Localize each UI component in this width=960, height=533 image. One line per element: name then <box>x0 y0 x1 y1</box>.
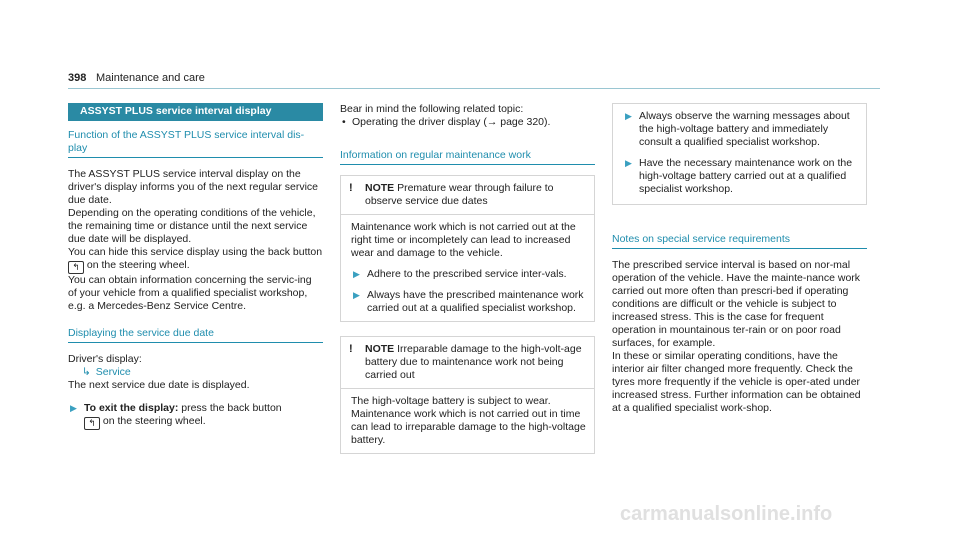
note-title: Irreparable damage to the high-volt-age battery due to maintenance work not being carried out <box>365 343 582 381</box>
back-arrow-icon: ↰ <box>84 417 100 430</box>
page-number: 398 <box>68 72 87 84</box>
exclamation-icon: ! <box>349 182 353 194</box>
page-section-title: Maintenance and care <box>96 72 205 84</box>
notes-heading: Notes on special service requirements <box>612 233 867 249</box>
back-arrow-icon: ↰ <box>68 261 84 274</box>
info-heading: Information on regular maintenance work <box>340 149 595 165</box>
text: You can hide this service display using the back button <box>68 246 323 258</box>
continued-box <box>612 103 867 205</box>
displaying-heading: Displaying the service due date <box>68 327 323 343</box>
instruction-step <box>351 289 588 315</box>
paragraph <box>68 246 323 274</box>
note-label: NOTE <box>365 343 395 355</box>
triangle-right-icon: ▶ <box>625 158 632 168</box>
exclamation-icon: ! <box>349 343 353 355</box>
paragraph: You can obtain information concerning the servic-ing of your vehicle from a qualified specialist workshop, e.g. a Mercedes-Benz Service Centre. <box>68 274 312 312</box>
note-label: NOTE <box>365 182 395 194</box>
text: on the steering wheel. <box>86 259 190 271</box>
nav-arrow-icon: ↳ <box>82 366 91 378</box>
column-3 <box>612 103 867 415</box>
nav-path <box>68 366 323 379</box>
column-2 <box>340 103 595 454</box>
bullet-icon: • <box>342 116 346 128</box>
triangle-right-icon: ▶ <box>70 403 77 413</box>
text: Have the necessary maintenance work on the high-voltage battery carried out at a qualified specialist workshop. <box>639 157 853 195</box>
instruction-step <box>68 402 323 430</box>
header-divider <box>68 88 880 89</box>
note-box-1 <box>340 175 595 322</box>
triangle-right-icon: ▶ <box>353 290 360 300</box>
text: on the steering wheel. <box>102 415 206 427</box>
paragraph: The high-voltage battery is subject to wear. Maintenance work which is not carried out in time can lead to irreparable damage to the high-voltage battery. <box>351 395 586 446</box>
section-banner: ASSYST PLUS service interval display <box>68 103 323 121</box>
paragraph: Depending on the operating conditions of the vehicle, the remaining time or distance until the next service due date will be displayed. <box>68 207 316 245</box>
function-heading: Function of the ASSYST PLUS service interval dis-play <box>68 129 323 158</box>
drivers-display-label: Driver's display: <box>68 353 142 365</box>
paragraph: The ASSYST PLUS service interval display on the driver's display informs you of the next regular service due date. <box>68 168 319 206</box>
note-body <box>341 389 594 453</box>
note-title: Premature wear through failure to observe service due dates <box>365 182 554 207</box>
text: Operating the driver display (→ page 320). <box>352 116 551 128</box>
nav-service-link: Service <box>95 366 131 378</box>
instruction-step <box>351 268 588 281</box>
triangle-right-icon: ▶ <box>625 111 632 121</box>
note-header <box>341 176 594 215</box>
note-header <box>341 337 594 389</box>
instruction-step <box>623 157 858 196</box>
paragraph: The next service due date is displayed. <box>68 379 250 391</box>
text: Always observe the warning messages about the high-voltage battery and immediately consult a qualified specialist workshop. <box>639 110 850 148</box>
paragraph: Maintenance work which is not carried out at the right time or incompletely can lead to increased wear and damage to the vehicle. <box>351 221 576 259</box>
paragraph: The prescribed service interval is based on nor-mal operation of the vehicle. Have the mainte-nance work carried out more often than prescri-bed if operating conditions are difficult or the vehicle is subject to increased stress. This is the case for frequent operation in mountainous ter-rain or on poor road surfaces, for example. <box>612 259 861 349</box>
note-box-2 <box>340 336 595 454</box>
triangle-right-icon: ▶ <box>353 269 360 279</box>
paragraph: In these or similar operating conditions, have the interior air filter changed more frequently. Check the tyres more frequently if the vehicle is oper-ated under increased stress. Further information can be obtained at a qualified specialist work-shop. <box>612 350 861 414</box>
text: Adhere to the prescribed service inter-vals. <box>367 268 567 280</box>
text: Always have the prescribed maintenance work carried out at a qualified specialist workshop. <box>367 289 584 314</box>
instruction-step <box>623 110 858 149</box>
related-topic-intro: Bear in mind the following related topic: <box>340 103 524 115</box>
note-body <box>341 215 594 321</box>
related-topic-item <box>340 116 595 129</box>
column-1 <box>68 103 323 430</box>
watermark: carmanualsonline.info <box>620 503 833 525</box>
text: press the back button <box>181 402 282 414</box>
step-bold: To exit the display: <box>84 402 179 414</box>
